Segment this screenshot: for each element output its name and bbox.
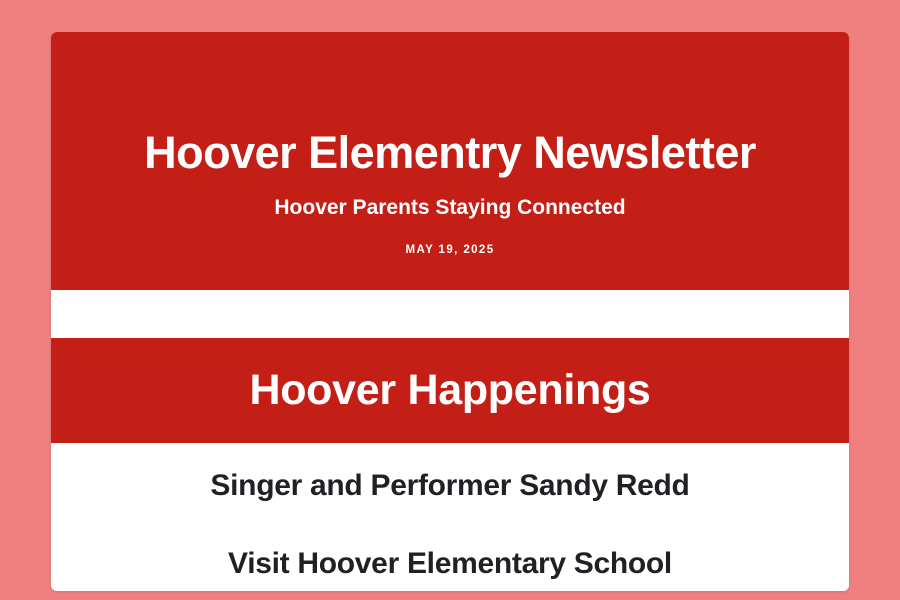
newsletter-masthead: [51, 32, 849, 290]
masthead-divider: [51, 290, 849, 338]
article-headline-line-1: Singer and Performer Sandy Redd: [210, 468, 690, 502]
article-headline-line-2: Visit Hoover Elementary School: [228, 546, 672, 580]
section-body: [51, 443, 849, 591]
masthead-date: MAY 19, 2025: [405, 243, 495, 256]
page-title: Hoover Elementry Newsletter: [144, 127, 756, 178]
section-banner-title: Hoover Happenings: [249, 365, 651, 414]
section-banner-hoover-happenings: [51, 338, 849, 443]
masthead-subtitle: Hoover Parents Staying Connected: [274, 195, 626, 219]
newsletter-card: [51, 32, 849, 591]
